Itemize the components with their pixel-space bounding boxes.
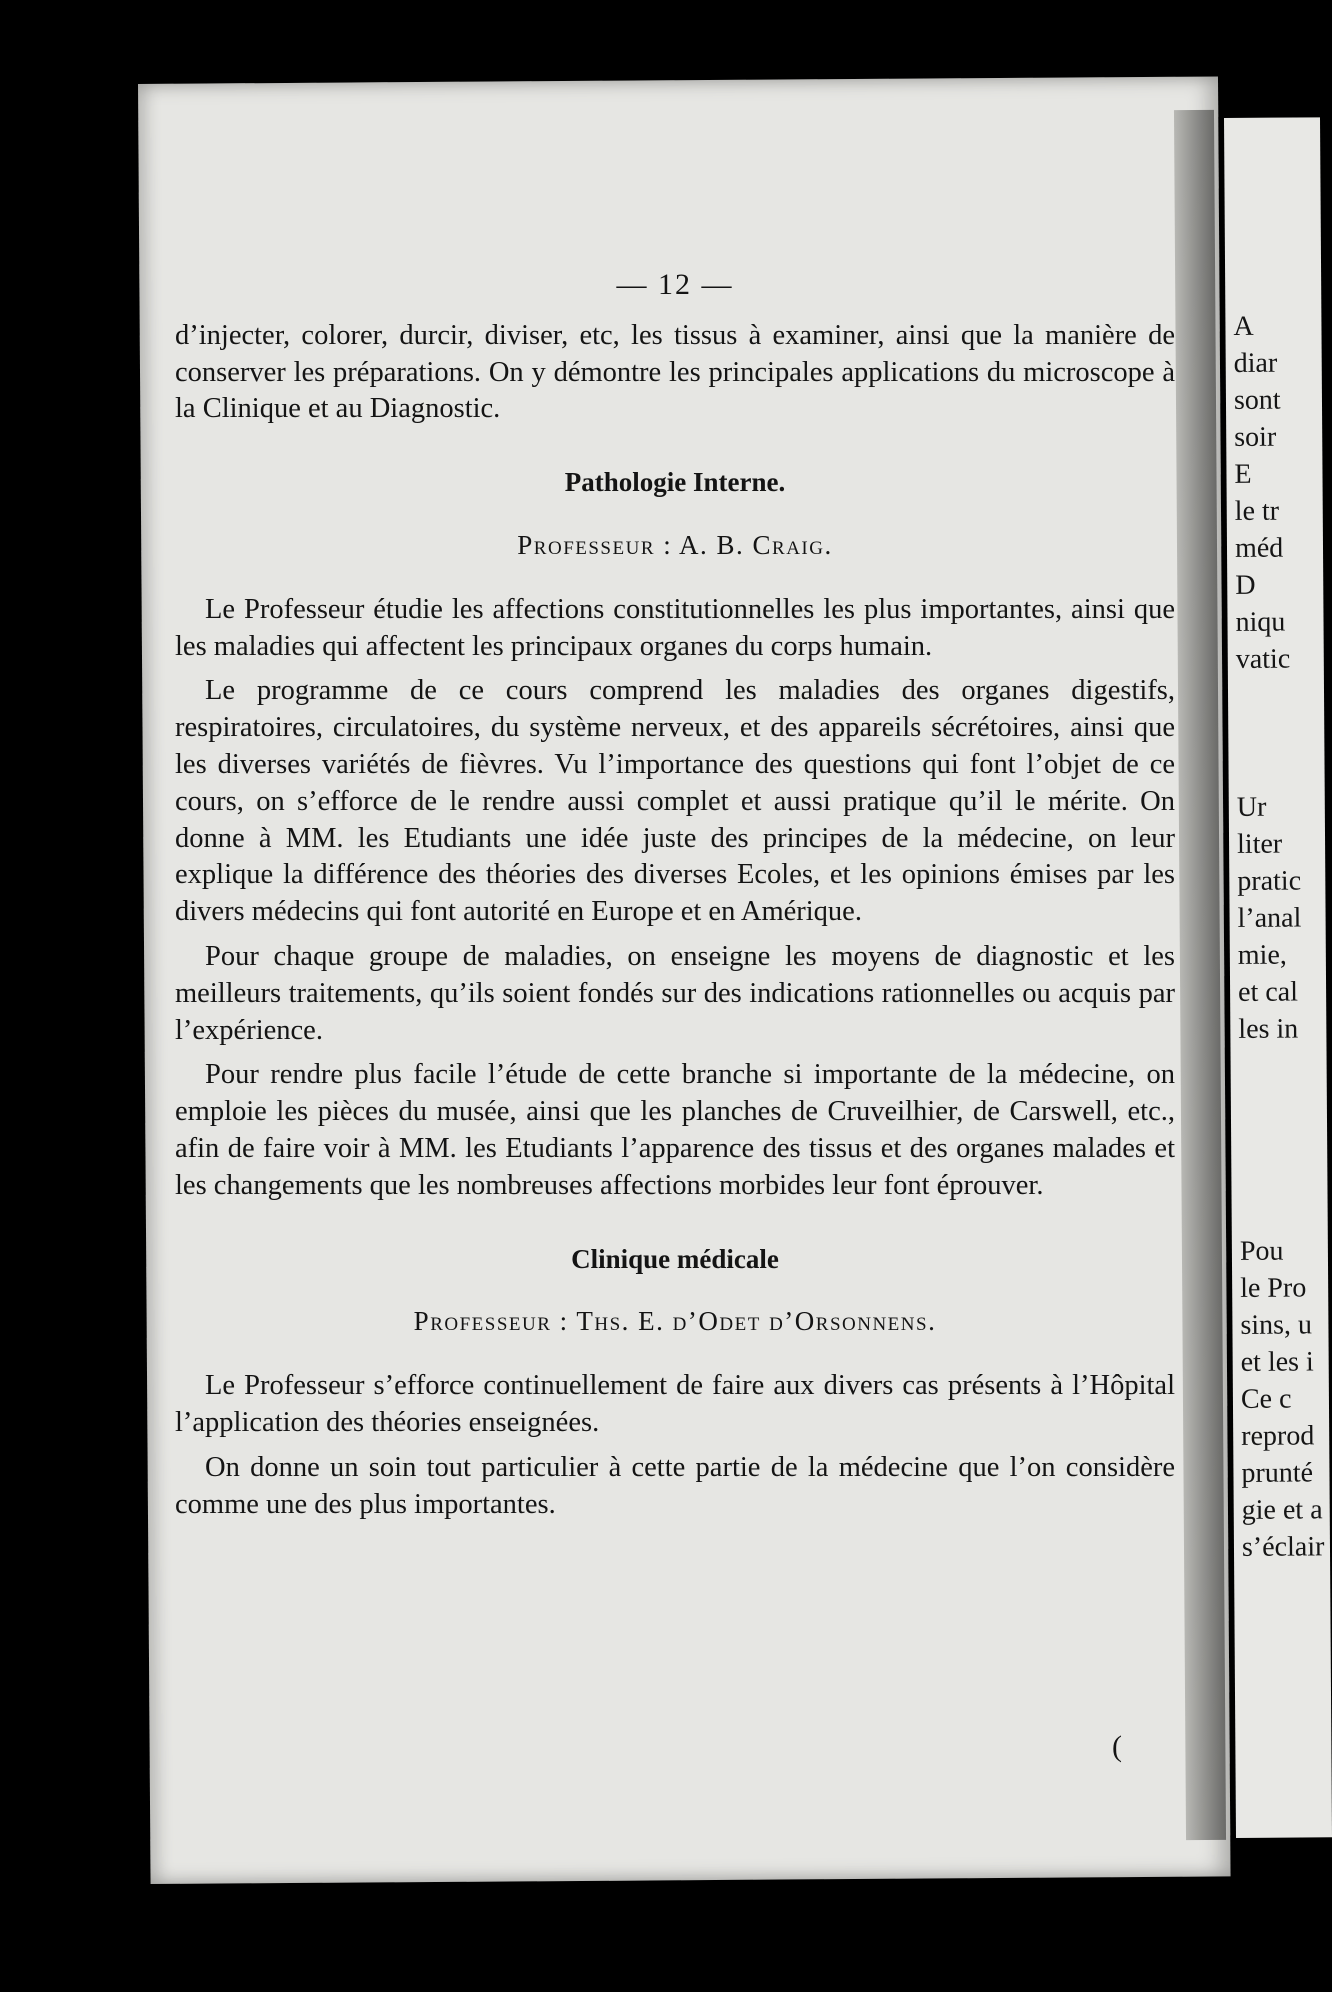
- page-content: [175, 175, 1175, 1531]
- facing-line: Pou: [1239, 1235, 1284, 1267]
- body-paragraph: Le Professeur s’efforce continuellement de faire aux divers cas présents à l’Hôpital l’application des théories enseignées.: [175, 1370, 1175, 1438]
- facing-line: l’anal: [1237, 902, 1302, 934]
- body-paragraph: On donne un soin tout particulier à cette partie de la médecine que l’on considère comme une des plus importantes.: [175, 1451, 1175, 1520]
- facing-page-text: [1233, 307, 1324, 1566]
- facing-line: le Pro: [1240, 1272, 1307, 1304]
- facing-line: sont: [1233, 384, 1281, 416]
- intro-paragraph: d’injecter, colorer, durcir, diviser, etc, les tissus à examiner, ainsi que la manière de conserver les préparations. On y démontre les principales applications du microscope à la Clinique et au Diagnostic.: [175, 319, 1175, 425]
- facing-line: [1236, 751, 1319, 789]
- facing-line: [1239, 1158, 1322, 1196]
- facing-line: vatic: [1235, 643, 1291, 675]
- facing-line: D: [1235, 569, 1256, 601]
- facing-line: et cal: [1237, 976, 1299, 1008]
- facing-line: [1238, 1047, 1321, 1085]
- facing-line: [1239, 1121, 1322, 1159]
- facing-line: gie et a: [1241, 1494, 1323, 1526]
- facing-line: pratic: [1237, 865, 1302, 897]
- facing-line: niqu: [1235, 606, 1286, 638]
- section-title-pathologie-interne: Pathologie Interne.: [564, 467, 786, 498]
- facing-page: [1224, 117, 1332, 1838]
- facing-line: [1239, 1084, 1322, 1122]
- facing-line: Ur: [1236, 791, 1267, 823]
- facing-line: A: [1233, 310, 1254, 342]
- body-paragraph: Le programme de ce cours comprend les maladies des organes digestifs, respiratoires, circulatoires, du système nerveux, et des appareils sécrétoires, ainsi que les diverses variétés de fièvres. Vu l’importance des questions qui font l’objet de ce cours, on s’efforce de le rendre aussi complet et aussi pratique qu’il le mérite. On donne à MM. les Etudiants une idée juste des principes de la médecine, on leur explique la différence des théories des diverses Ecoles, et les opinions émises par les divers médecins qui font autorité en Europe et en Amérique.: [175, 675, 1175, 928]
- facing-line: mie,: [1237, 939, 1287, 971]
- facing-line: méd: [1234, 532, 1284, 564]
- facing-line: et les i: [1240, 1346, 1314, 1378]
- facing-line: soir: [1234, 421, 1277, 453]
- facing-line: sins, u: [1240, 1309, 1313, 1341]
- facing-line: liter: [1236, 828, 1283, 860]
- facing-line: Ce c: [1240, 1383, 1292, 1415]
- body-paragraph: Pour chaque groupe de maladies, on enseigne les moyens de diagnostic et les meilleurs traitements, qu’ils soient fondés sur des indications rationnelles ou acquis par l’expérience.: [175, 940, 1175, 1046]
- professor-orsonnens: Professeur : Ths. E. d’Odet d’Orsonnens.: [413, 1306, 937, 1337]
- facing-line: [1236, 714, 1319, 752]
- body-paragraph: Le Professeur étudie les affections constitutionnelles les plus importantes, ainsi que les maladies qui affectent les principaux organes du corps humain.: [175, 593, 1175, 662]
- professor-craig: Professeur : A. B. Craig.: [517, 529, 833, 560]
- facing-line: E: [1234, 458, 1252, 490]
- facing-line: reprod: [1241, 1420, 1315, 1452]
- page-number: — 12 —: [616, 268, 734, 301]
- facing-line: [1236, 677, 1319, 715]
- stray-mark: (: [1112, 1730, 1122, 1763]
- body-paragraph: Pour rendre plus facile l’étude de cette branche si importante de la médecine, on emploie les pièces du musée, ainsi que les planches de Cruveilhier, de Carswell, etc., afin de faire voir à MM. les Etudiants l’apparence des tissus et des organes malades et les changements que les nombreuses affections morbides leur font éprouver.: [175, 1059, 1175, 1201]
- facing-line: le tr: [1234, 495, 1280, 527]
- facing-line: [1240, 1195, 1323, 1233]
- facing-line: les in: [1238, 1013, 1299, 1045]
- facing-line: prunté: [1241, 1457, 1314, 1489]
- facing-line: s’éclair: [1241, 1531, 1325, 1563]
- section-title-clinique-medicale: Clinique médicale: [571, 1243, 779, 1274]
- facing-line: diar: [1233, 347, 1278, 379]
